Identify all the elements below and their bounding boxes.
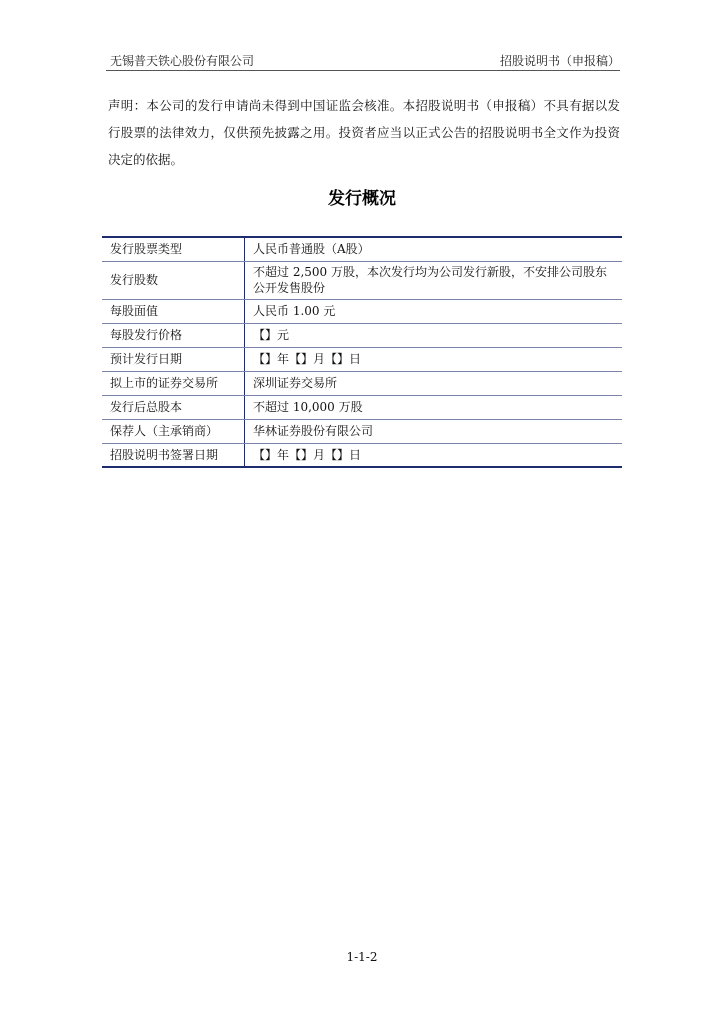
page-header	[106, 52, 620, 70]
page-number: 1-1-2	[346, 950, 378, 964]
section-title: 发行概况	[328, 189, 396, 209]
row-value: 人民币 1.00 元	[245, 299, 623, 323]
header-divider	[106, 70, 620, 71]
table-row	[102, 419, 622, 443]
table-row	[102, 237, 622, 261]
row-label: 发行股数	[102, 261, 245, 299]
row-label: 保荐人（主承销商）	[102, 419, 245, 443]
row-value: 深圳证券交易所	[245, 371, 623, 395]
row-value: 华林证券股份有限公司	[245, 419, 623, 443]
row-label: 预计发行日期	[102, 347, 245, 371]
row-value: 【】年【】月【】日	[245, 347, 623, 371]
row-value: 不超过 10,000 万股	[245, 395, 623, 419]
table-row	[102, 299, 622, 323]
row-label: 招股说明书签署日期	[102, 443, 245, 467]
row-label: 每股面值	[102, 299, 245, 323]
table-row	[102, 395, 622, 419]
header-company-name: 无锡普天铁心股份有限公司	[110, 54, 255, 68]
row-label: 发行后总股本	[102, 395, 245, 419]
table-row	[102, 261, 622, 299]
row-value: 【】年【】月【】日	[253, 447, 362, 462]
issuance-overview-table	[102, 236, 622, 468]
table-row	[102, 371, 622, 395]
row-value: 不超过 2,500 万股，本次发行均为公司发行新股，不安排公司股东公开发售股份	[245, 261, 623, 299]
row-label: 每股发行价格	[102, 323, 245, 347]
row-value: 人民币普通股（A股）	[245, 237, 623, 261]
disclaimer-statement: 声明：本公司的发行申请尚未得到中国证监会核准。本招股说明书（申报稿）不具有据以发行股票的法律效力，仅供预先披露之用。投资者应当以正式公告的招股说明书全文作为投资决定的依据。	[108, 98, 620, 167]
table-row	[102, 443, 622, 467]
header-document-title: 招股说明书（申报稿）	[499, 54, 620, 68]
table-row	[102, 347, 622, 371]
row-label: 拟上市的证券交易所	[102, 371, 245, 395]
table-row	[102, 323, 622, 347]
row-value: 【】元	[245, 323, 623, 347]
row-label: 发行股票类型	[102, 237, 245, 261]
